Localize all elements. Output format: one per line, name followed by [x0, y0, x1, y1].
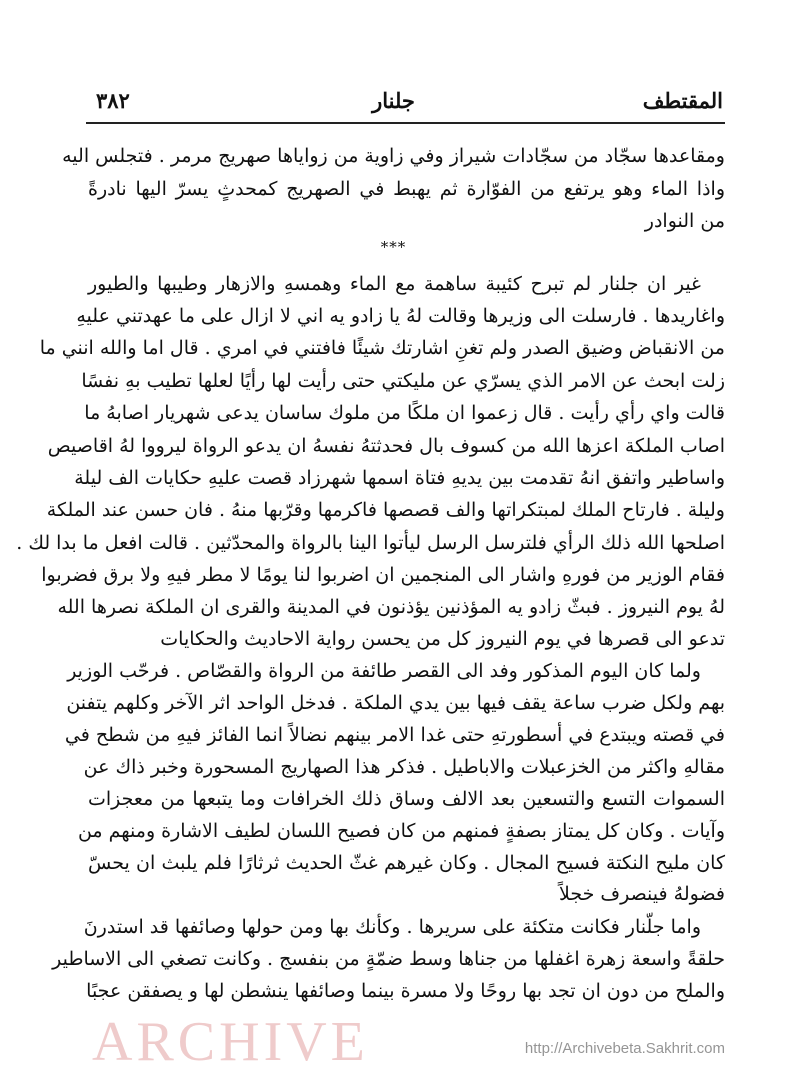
running-head-title: جلنار	[372, 88, 415, 113]
text-line: من الانقباض وضيق الصدر ولم تغنِ اشارتك شيئًا فافتني في امري . قال اما والله انني ما	[39, 337, 725, 359]
text-line: وآيات . وكان كل يمتاز بصفةٍ فمنهم من كان فصيح اللسان لطيف الاشارة ومنهم من	[77, 820, 725, 842]
text-line: ومقاعدها سجّاد من سجّادات شيراز وفي زاوية من زواياها صهريج مرمر . فتجلس اليه	[62, 145, 725, 167]
text-line: فضولهُ فينصرف خجلاً	[559, 883, 725, 905]
text-line: واساطير واتفق انهُ تقدمت بين يديهِ فتاة اسمها شهرزاد قصت عليهِ حكايات الف ليلة	[74, 467, 725, 489]
text-line: لهُ يوم النيروز . فبثّ زادو يه المؤذنين يؤذنون في المدينة والقرى ان الملكة نصرها الله	[57, 596, 725, 618]
text-line: فقام الوزير من فورهِ واشار الى المنجمين ان اضربوا لنا يومًا لا مطر فيهِ ولا برق فضربوا	[41, 564, 725, 586]
text-line: اصاب الملكة اعزها الله من كسوف بال فحدثتهُ نفسهُ ان يدعو الرواة ليرووا لهُ اقاصيص	[47, 435, 725, 457]
section-break: ***	[380, 238, 407, 256]
text-line: مقالهِ واكثر من الخزعبلات والاباطيل . فذكر هذا الصهاريج المسحورة وخبر ذاك عن	[83, 756, 725, 778]
text-line: وليلة . فارتاح الملك لمبتكراتها والف قصصها فاكرمها وقرّبها منهُ . فان حسن عند الملكة	[46, 499, 725, 521]
text-line: من النوادر	[644, 210, 725, 232]
text-line: بهم ولكل ضرب ساعة يقف فيها بين يدي الملكة . فدخل الواحد اثر الآخر وكلهم يتفنن	[66, 692, 725, 714]
text-line: السموات التسع والتسعين بعد الالف وساق ذلك الخرافات وما يتبعها من معجزات	[88, 788, 725, 810]
header-rule	[86, 122, 725, 124]
text-line: والملح من دون ان تجد بها روحًا ولا مسرة بينما وصائفها ينشطن لها و يصفقن عجبًا	[86, 980, 725, 1002]
page-number: ٣٨٢	[96, 88, 130, 113]
watermark-text: ARCHIVE	[92, 1011, 369, 1073]
text-line: واغاريدها . فارسلت الى وزيرها وقالت لهُ يا زادو يه اني لا ازال على ما عهدتني عليهِ	[76, 305, 725, 327]
text-line: غير ان جلنار لم تبرح كئيبة ساهمة مع الماء وهمسهِ والازهار وطيبها والطيور	[88, 273, 701, 295]
text-line: حلقةً واسعة زهرة اغفلها من جناها وسط ضمّةٍ من بنفسج . وكانت تصغي الى الاساطير	[52, 948, 725, 970]
text-line: اصلحها الله ذلك الرأي فلترسل الرسل ليأتوا الينا بالرواة والمحدّثين . قالت افعل ما بدا لك .	[16, 532, 725, 554]
text-line: قالت واي رأي رأيت . قال زعموا ان ملكًا من ملوك ساسان يدعى شهريار اصابهُ ما	[84, 402, 725, 424]
text-line: تدعو الى قصرها في يوم النيروز كل من يحسن رواية الاحاديث والحكايات	[160, 628, 725, 650]
running-head-journal: المقتطف	[642, 88, 723, 113]
text-line: ولما كان اليوم المذكور وفد الى القصر طائفة من الرواة والقصّاص . فرحّب الوزير	[67, 660, 701, 682]
watermark-url: http://Archivebeta.Sakhrit.com	[524, 1040, 725, 1057]
text-line: زلت ابحث عن الامر الذي يسرّي عن مليكتي حتى رأيت لها رأيًا لعلها تطيب بهِ نفسًا	[81, 370, 725, 392]
text-line: واما جلّنار فكانت متكئة على سريرها . وكأنك بها ومن حولها وصائفها قد استدرنَ	[83, 916, 701, 938]
text-line: في قصته ويبتدع في أسطورتهِ حتى غدا الامر بينهم نضالاً انما الفائز فيهِ من شطح في	[64, 724, 725, 746]
text-line: كان مليح النكتة فسيح المجال . وكان غيرهم غثّ الحديث ثرثارًا فلم يلبث ان يحسّ	[88, 852, 725, 874]
text-line: واذا الماء وهو يرتفع من الفوّارة ثم يهبط في الصهريج كمحدثٍ يسرّ اليها نادرةً	[88, 178, 725, 200]
